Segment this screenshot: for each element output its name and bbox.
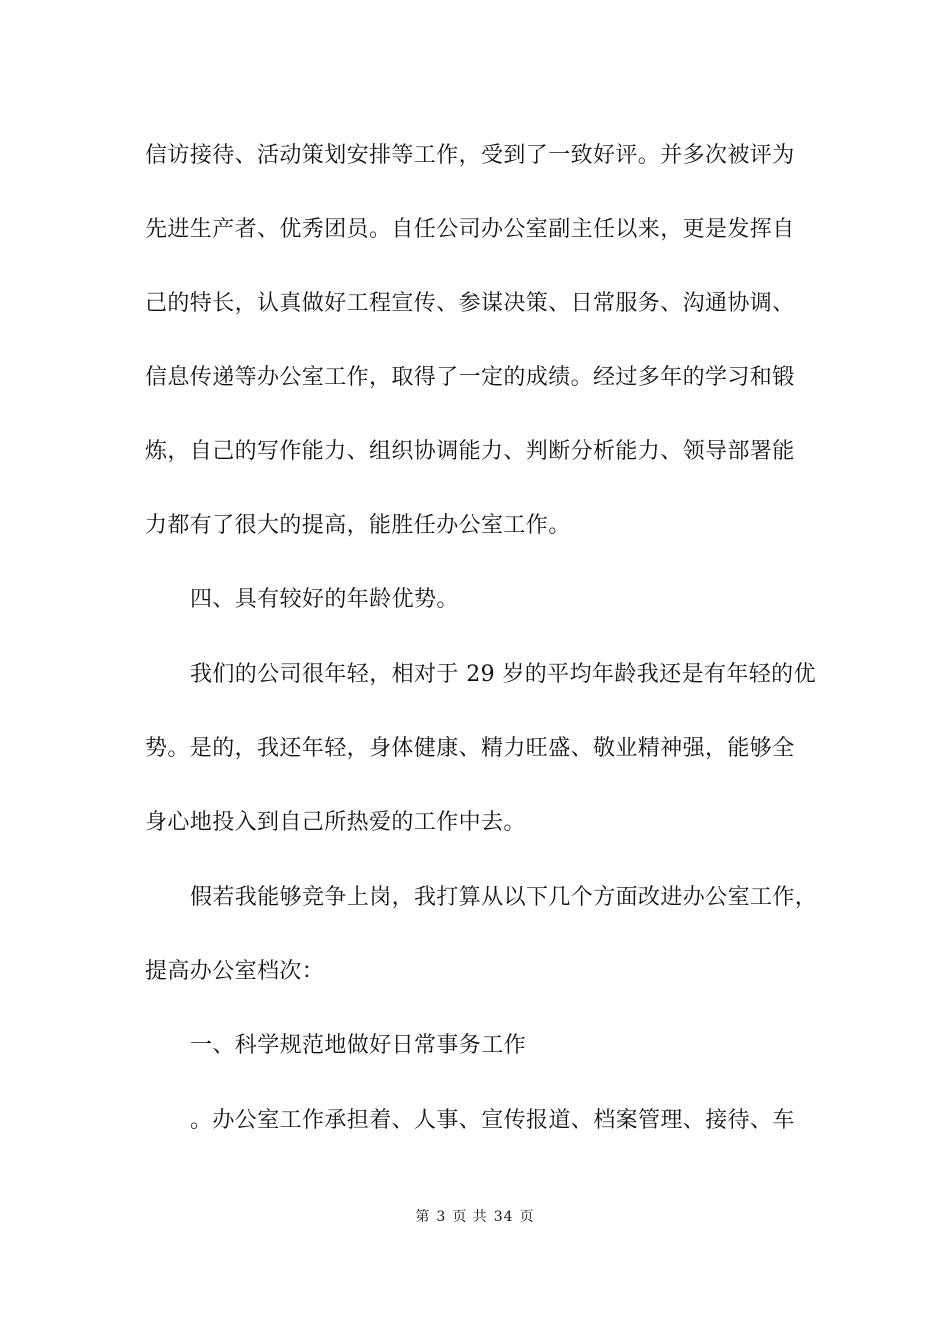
text-line: 己的特长，认真做好工程宣传、参谋决策、日常服务、沟通协调、 <box>145 291 795 316</box>
text-line: 我们的公司很年轻，相对于 29 岁的平均年龄我还是有年轻的优 <box>190 662 816 687</box>
text-line: 势。是的，我还年轻，身体健康、精力旺盛、敬业精神强，能够全 <box>145 736 795 761</box>
section-heading: 一、科学规范地做好日常事务工作 <box>190 1033 527 1058</box>
page-number: 3 <box>436 1209 447 1225</box>
text-line: 假若我能够竞争上岗，我打算从以下几个方面改进办公室工作， <box>190 885 818 910</box>
page-total: 34 <box>493 1209 514 1225</box>
text-line: 力都有了很大的提高，能胜任办公室工作。 <box>145 513 571 538</box>
text-line: 信息传递等办公室工作，取得了一定的成绩。经过多年的学习和锻 <box>145 365 795 390</box>
footer-suffix: 页 <box>519 1209 535 1225</box>
text-line: 。办公室工作承担着、人事、宣传报道、档案管理、接待、车 <box>190 1108 795 1133</box>
text-line: 信访接待、活动策划安排等工作，受到了一致好评。并多次被评为 <box>145 143 795 168</box>
text-line: 提高办公室档次： <box>145 959 325 984</box>
text-line: 身心地投入到自己所热爱的工作中去。 <box>145 810 526 835</box>
text-line: 先进生产者、优秀团员。自任公司办公室副主任以来，更是发挥自 <box>145 217 795 242</box>
footer-prefix: 第 <box>415 1209 431 1225</box>
footer-middle: 页 共 <box>452 1209 488 1225</box>
text-line: 炼，自己的写作能力、组织协调能力、判断分析能力、领导部署能 <box>145 439 795 464</box>
page-footer <box>0 1208 950 1226</box>
section-heading: 四、具有较好的年龄优势。 <box>190 587 459 612</box>
